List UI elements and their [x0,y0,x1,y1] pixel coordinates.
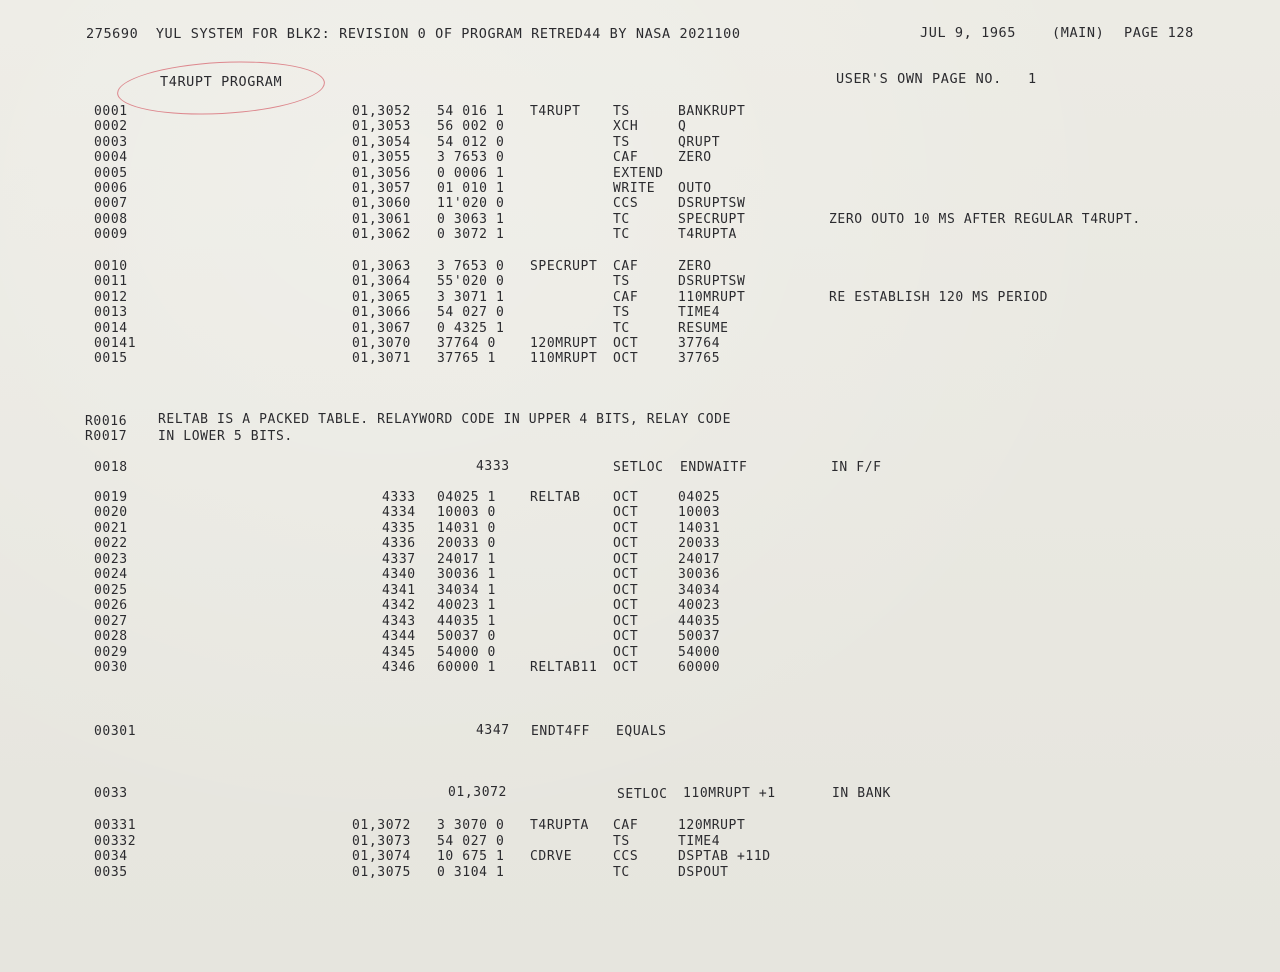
operand: DSPOUT [678,865,729,880]
users-page-number: USER'S OWN PAGE NO. 1 [836,71,1037,87]
memory-address: 01,3061 [352,212,411,227]
line-number: 00331 [94,818,137,833]
line-number: 0019 [94,490,128,505]
opcode: TS [613,834,630,849]
operand: 04025 [678,490,721,505]
operand: RESUME [678,321,729,336]
memory-address: 01,3067 [352,321,411,336]
opcode: CCS [613,849,639,864]
operand: 37764 [678,336,721,351]
memory-address: 4342 [382,598,416,613]
label: T4RUPT [530,104,581,119]
machine-code: 0 3063 1 [437,212,505,227]
opcode: SETLOC [613,460,664,475]
opcode: CAF [613,818,639,833]
label: 120MRUPT [530,336,598,351]
opcode: EXTEND [613,166,664,181]
opcode: XCH [613,119,639,134]
operand: 37765 [678,351,721,366]
memory-address: 01,3070 [352,336,411,351]
machine-code: 54 016 1 [437,104,505,119]
operand: ZERO [678,259,712,274]
opcode: TC [613,227,630,242]
line-number: 0004 [94,150,128,165]
memory-address: 4346 [382,660,416,675]
memory-address: 01,3054 [352,135,411,150]
line-number: 0024 [94,567,128,582]
memory-address: 01,3066 [352,305,411,320]
opcode: CAF [613,150,639,165]
machine-code: 40023 1 [437,598,496,613]
line-number: 0013 [94,305,128,320]
memory-address: 4337 [382,552,416,567]
opcode: OCT [613,536,639,551]
operand: 54000 [678,645,721,660]
memory-address: 4335 [382,521,416,536]
operand: 110MRUPT [678,290,746,305]
machine-code: 11'020 0 [437,196,505,211]
machine-code: 01,3072 [448,785,507,800]
remark-number: R0017 [85,429,128,444]
line-number: 0018 [94,460,128,475]
line-number: 0028 [94,629,128,644]
opcode: TC [613,212,630,227]
operand: Q [678,119,687,134]
opcode: OCT [613,521,639,536]
machine-code: 55'020 0 [437,274,505,289]
label: CDRVE [530,849,573,864]
opcode: OCT [613,351,639,366]
opcode: SETLOC [617,787,668,802]
opcode: TS [613,104,630,119]
machine-code: 30036 1 [437,567,496,582]
opcode: OCT [613,614,639,629]
operand: 24017 [678,552,721,567]
memory-address: 4345 [382,645,416,660]
remark-text: RELTAB IS A PACKED TABLE. RELAYWORD CODE IN UPPER 4 BITS, RELAY CODE [158,412,732,427]
operand: 60000 [678,660,721,675]
line-number: 0008 [94,212,128,227]
operand: 40023 [678,598,721,613]
label: 110MRUPT [530,351,598,366]
opcode: OCT [613,336,639,351]
memory-address: 01,3072 [352,818,411,833]
machine-code: 54 012 0 [437,135,505,150]
opcode: TS [613,305,630,320]
machine-code: 56 002 0 [437,119,505,134]
operand: 20033 [678,536,721,551]
memory-address: 01,3062 [352,227,411,242]
opcode: OCT [613,490,639,505]
operand: 14031 [678,521,721,536]
operand: BANKRUPT [678,104,746,119]
machine-code: 20033 0 [437,536,496,551]
machine-code: 0 3072 1 [437,227,505,242]
line-number: 0001 [94,104,128,119]
line-number: 0027 [94,614,128,629]
memory-address: 4336 [382,536,416,551]
opcode: OCT [613,645,639,660]
operand: ZERO [678,150,712,165]
line-number: 0005 [94,166,128,181]
remark-number: R0016 [85,414,128,429]
machine-code: 3 3071 1 [437,290,505,305]
machine-code: 01 010 1 [437,181,505,196]
line-number: 0012 [94,290,128,305]
line-number: 0014 [94,321,128,336]
memory-address: 4333 [382,490,416,505]
memory-address: 4341 [382,583,416,598]
memory-address: 01,3055 [352,150,411,165]
machine-code: 14031 0 [437,521,496,536]
memory-address: 4343 [382,614,416,629]
line-number: 0035 [94,865,128,880]
memory-address: 01,3057 [352,181,411,196]
line-number: 0033 [94,786,128,801]
line-number: 0034 [94,849,128,864]
opcode: TS [613,135,630,150]
label: SPECRUPT [530,259,598,274]
label: RELTAB [530,490,581,505]
remark-text: IN LOWER 5 BITS. [158,429,293,444]
line-number: 0030 [94,660,128,675]
opcode: OCT [613,567,639,582]
memory-address: 01,3074 [352,849,411,864]
machine-code: 4333 [476,459,510,474]
line-number: 0029 [94,645,128,660]
memory-address: 01,3071 [352,351,411,366]
operand: OUTO [678,181,712,196]
memory-address: 01,3063 [352,259,411,274]
machine-code: 3 7653 0 [437,259,505,274]
machine-code: 0 4325 1 [437,321,505,336]
label: ENDT4FF [531,724,590,739]
label: T4RUPTA [530,818,589,833]
opcode: TC [613,865,630,880]
comment: IN F/F [831,460,882,475]
opcode: OCT [613,552,639,567]
comment: RE ESTABLISH 120 MS PERIOD [829,290,1049,305]
memory-address: 01,3053 [352,119,411,134]
memory-address: 4334 [382,505,416,520]
line-number: 0021 [94,521,128,536]
line-number: 0020 [94,505,128,520]
line-number: 0007 [94,196,128,211]
operand: 120MRUPT [678,818,746,833]
operand: 110MRUPT +1 [683,786,776,801]
line-number: 0006 [94,181,128,196]
operand: QRUPT [678,135,721,150]
machine-code: 54 027 0 [437,834,505,849]
operand: DSRUPTSW [678,274,746,289]
page-header-date: JUL 9, 1965 [920,25,1017,41]
memory-address: 01,3075 [352,865,411,880]
operand: SPECRUPT [678,212,746,227]
machine-code: 54000 0 [437,645,496,660]
opcode: EQUALS [616,724,667,739]
memory-address: 01,3064 [352,274,411,289]
opcode: CAF [613,290,639,305]
operand: 34034 [678,583,721,598]
machine-code: 0 0006 1 [437,166,505,181]
label: RELTAB11 [530,660,598,675]
operand: 30036 [678,567,721,582]
machine-code: 10 675 1 [437,849,505,864]
comment: ZERO OUTO 10 MS AFTER REGULAR T4RUPT. [829,212,1141,227]
machine-code: 44035 1 [437,614,496,629]
line-number: 0026 [94,598,128,613]
operand: TIME4 [678,834,721,849]
operand: 44035 [678,614,721,629]
opcode: OCT [613,505,639,520]
opcode: TS [613,274,630,289]
opcode: CCS [613,196,639,211]
machine-code: 50037 0 [437,629,496,644]
machine-code: 04025 1 [437,490,496,505]
comment: IN BANK [832,786,891,801]
line-number: 0023 [94,552,128,567]
line-number: 00301 [94,724,137,739]
line-number: 00332 [94,834,137,849]
program-title: T4RUPT PROGRAM [160,74,283,90]
machine-code: 3 7653 0 [437,150,505,165]
memory-address: 4340 [382,567,416,582]
line-number: 0025 [94,583,128,598]
machine-code: 10003 0 [437,505,496,520]
page-header-main: (MAIN) [1052,25,1105,41]
operand: T4RUPTA [678,227,737,242]
machine-code: 37764 0 [437,336,496,351]
machine-code: 34034 1 [437,583,496,598]
memory-address: 01,3056 [352,166,411,181]
line-number: 0015 [94,351,128,366]
memory-address: 01,3065 [352,290,411,305]
line-number: 0010 [94,259,128,274]
page-header-title: 275690 YUL SYSTEM FOR BLK2: REVISION 0 OF PROGRAM RETRED44 BY NASA 2021100 [86,26,741,42]
memory-address: 01,3073 [352,834,411,849]
machine-code: 0 3104 1 [437,865,505,880]
opcode: OCT [613,598,639,613]
opcode: OCT [613,660,639,675]
line-number: 0022 [94,536,128,551]
machine-code: 3 3070 0 [437,818,505,833]
operand: TIME4 [678,305,721,320]
operand: 10003 [678,505,721,520]
operand: DSPTAB +11D [678,849,771,864]
machine-code: 4347 [476,723,510,738]
machine-code: 54 027 0 [437,305,505,320]
line-number: 0011 [94,274,128,289]
opcode: OCT [613,629,639,644]
line-number: 00141 [94,336,137,351]
line-number: 0003 [94,135,128,150]
memory-address: 01,3052 [352,104,411,119]
machine-code: 60000 1 [437,660,496,675]
machine-code: 37765 1 [437,351,496,366]
operand: 50037 [678,629,721,644]
line-number: 0009 [94,227,128,242]
page-header-page-number: PAGE 128 [1124,25,1194,41]
memory-address: 4344 [382,629,416,644]
memory-address: 01,3060 [352,196,411,211]
opcode: CAF [613,259,639,274]
opcode: TC [613,321,630,336]
operand: DSRUPTSW [678,196,746,211]
line-number: 0002 [94,119,128,134]
operand: ENDWAITF [680,460,748,475]
machine-code: 24017 1 [437,552,496,567]
opcode: WRITE [613,181,656,196]
opcode: OCT [613,583,639,598]
